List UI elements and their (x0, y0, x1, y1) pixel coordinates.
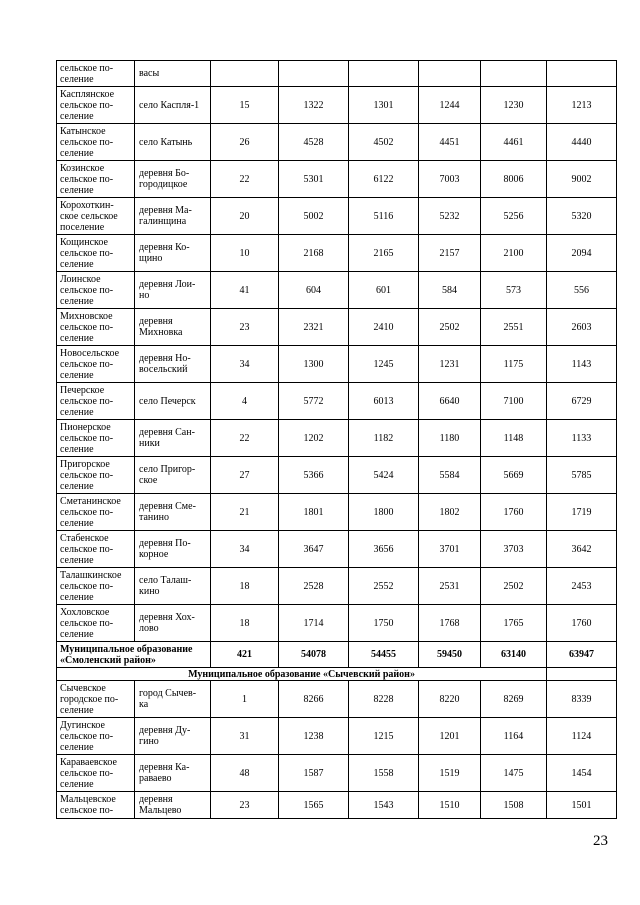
value-cell-y5: 1124 (547, 718, 617, 755)
value-cell-y4: 1765 (481, 605, 547, 642)
value-cell-y4: 1148 (481, 420, 547, 457)
value-cell-y1: 3647 (279, 531, 349, 568)
value-cell-y3: 8220 (419, 681, 481, 718)
value-cell-y4: 2551 (481, 309, 547, 346)
value-cell-y5: 1143 (547, 346, 617, 383)
value-cell-y2: 1558 (349, 755, 419, 792)
table-row (57, 755, 617, 792)
value-cell-y2: 1182 (349, 420, 419, 457)
settlement-name-cell: Пионерское сельское по- селение (57, 420, 135, 457)
value-cell-n: 21 (211, 494, 279, 531)
table-row (57, 235, 617, 272)
value-cell-y3: 1201 (419, 718, 481, 755)
admin-center-cell: деревня По- корное (135, 531, 211, 568)
value-cell-y2: 5116 (349, 198, 419, 235)
value-cell-y5: 1133 (547, 420, 617, 457)
value-cell-y1: 1238 (279, 718, 349, 755)
value-cell-n: 23 (211, 792, 279, 819)
admin-center-cell: село Печерск (135, 383, 211, 420)
value-cell-y1: 2168 (279, 235, 349, 272)
value-cell-n: 22 (211, 420, 279, 457)
value-cell-y5: 1501 (547, 792, 617, 819)
page-number: 23 (593, 833, 608, 849)
value-cell-y2: 1301 (349, 87, 419, 124)
settlement-name-cell: Козинское сельское по- селение (57, 161, 135, 198)
value-cell-y1: 1322 (279, 87, 349, 124)
value-cell-y4: 1175 (481, 346, 547, 383)
population-table (56, 60, 617, 819)
value-cell-n (211, 61, 279, 87)
table-row (57, 61, 617, 87)
value-cell-y5: 3642 (547, 531, 617, 568)
value-cell-y5: 9002 (547, 161, 617, 198)
admin-center-cell: село Каспля-1 (135, 87, 211, 124)
value-cell-n: 23 (211, 309, 279, 346)
total-value-y2: 54455 (349, 642, 419, 668)
value-cell-n: 1 (211, 681, 279, 718)
settlement-name-cell: Караваевское сельское по- селение (57, 755, 135, 792)
value-cell-y3: 1802 (419, 494, 481, 531)
value-cell-y4: 5669 (481, 457, 547, 494)
value-cell-n: 34 (211, 531, 279, 568)
value-cell-y4: 8269 (481, 681, 547, 718)
value-cell-y2: 2165 (349, 235, 419, 272)
value-cell-y2: 1800 (349, 494, 419, 531)
section-header-cell: Муниципальное образование «Сычевский район» (57, 668, 547, 681)
value-cell-y3: 1231 (419, 346, 481, 383)
settlement-name-cell: Хохловское сельское по- селение (57, 605, 135, 642)
section-header-row (57, 668, 617, 681)
total-value-y1: 54078 (279, 642, 349, 668)
value-cell-y1: 5772 (279, 383, 349, 420)
value-cell-y1: 1202 (279, 420, 349, 457)
value-cell-y3: 2502 (419, 309, 481, 346)
value-cell-y4: 4461 (481, 124, 547, 161)
table-row (57, 124, 617, 161)
value-cell-y1: 1801 (279, 494, 349, 531)
settlement-name-cell: сельское по- селение (57, 61, 135, 87)
value-cell-y3: 5584 (419, 457, 481, 494)
value-cell-y5: 1213 (547, 87, 617, 124)
settlement-name-cell: Мальцевское сельское по- (57, 792, 135, 819)
total-value-y5: 63947 (547, 642, 617, 668)
admin-center-cell: деревня Хох- лово (135, 605, 211, 642)
value-cell-n: 34 (211, 346, 279, 383)
value-cell-y3: 1510 (419, 792, 481, 819)
value-cell-n: 18 (211, 605, 279, 642)
value-cell-y2: 1245 (349, 346, 419, 383)
value-cell-y2: 2410 (349, 309, 419, 346)
value-cell-n: 20 (211, 198, 279, 235)
value-cell-y1: 5002 (279, 198, 349, 235)
value-cell-y5: 6729 (547, 383, 617, 420)
settlement-name-cell: Сычевское городское по- селение (57, 681, 135, 718)
admin-center-cell: деревня Бо- городицкое (135, 161, 211, 198)
admin-center-cell: деревня Ду- гино (135, 718, 211, 755)
value-cell-y5: 5785 (547, 457, 617, 494)
value-cell-y2 (349, 61, 419, 87)
admin-center-cell: село Катынь (135, 124, 211, 161)
admin-center-cell: деревня Но- восельский (135, 346, 211, 383)
settlement-name-cell: Катынское сельское по- селение (57, 124, 135, 161)
settlement-name-cell: Дугинское сельское по- селение (57, 718, 135, 755)
total-value-n: 421 (211, 642, 279, 668)
admin-center-cell: село Пригор- ское (135, 457, 211, 494)
table-row (57, 531, 617, 568)
value-cell-n: 15 (211, 87, 279, 124)
total-value-y4: 63140 (481, 642, 547, 668)
table-row (57, 420, 617, 457)
value-cell-y5 (547, 61, 617, 87)
table-row (57, 198, 617, 235)
value-cell-y5: 4440 (547, 124, 617, 161)
table-row (57, 718, 617, 755)
value-cell-y4: 1475 (481, 755, 547, 792)
admin-center-cell: деревня Ка- раваево (135, 755, 211, 792)
value-cell-y4: 573 (481, 272, 547, 309)
value-cell-y5: 8339 (547, 681, 617, 718)
value-cell-y5: 2094 (547, 235, 617, 272)
value-cell-y4: 8006 (481, 161, 547, 198)
table-row (57, 383, 617, 420)
value-cell-y3: 6640 (419, 383, 481, 420)
settlement-name-cell: Новосельское сельское по- селение (57, 346, 135, 383)
admin-center-cell: город Сычев- ка (135, 681, 211, 718)
admin-center-cell: деревня Сме- танино (135, 494, 211, 531)
value-cell-y5: 1454 (547, 755, 617, 792)
value-cell-y2: 601 (349, 272, 419, 309)
value-cell-y1: 1300 (279, 346, 349, 383)
value-cell-y2: 4502 (349, 124, 419, 161)
admin-center-cell: васы (135, 61, 211, 87)
table-row (57, 346, 617, 383)
value-cell-y5: 2453 (547, 568, 617, 605)
value-cell-n: 18 (211, 568, 279, 605)
value-cell-y3: 1519 (419, 755, 481, 792)
value-cell-y4: 2502 (481, 568, 547, 605)
admin-center-cell: деревня Лои- но (135, 272, 211, 309)
value-cell-y3: 3701 (419, 531, 481, 568)
value-cell-y1: 2321 (279, 309, 349, 346)
table-body (57, 61, 617, 819)
value-cell-y4: 5256 (481, 198, 547, 235)
value-cell-y4 (481, 61, 547, 87)
admin-center-cell: деревня Ма- галинщина (135, 198, 211, 235)
value-cell-y4: 1230 (481, 87, 547, 124)
value-cell-y1: 1714 (279, 605, 349, 642)
value-cell-y5: 2603 (547, 309, 617, 346)
total-value-y3: 59450 (419, 642, 481, 668)
admin-center-cell: деревня Сан- ники (135, 420, 211, 457)
value-cell-y3: 584 (419, 272, 481, 309)
value-cell-y5: 1760 (547, 605, 617, 642)
value-cell-y3: 5232 (419, 198, 481, 235)
settlement-name-cell: Кощинское сельское по- селение (57, 235, 135, 272)
value-cell-y3 (419, 61, 481, 87)
value-cell-y3: 4451 (419, 124, 481, 161)
value-cell-n: 31 (211, 718, 279, 755)
value-cell-y2: 1750 (349, 605, 419, 642)
value-cell-n: 26 (211, 124, 279, 161)
value-cell-y1: 2528 (279, 568, 349, 605)
admin-center-cell: деревня Ко- щино (135, 235, 211, 272)
table-row (57, 568, 617, 605)
section-empty-cell (547, 668, 617, 681)
value-cell-y4: 2100 (481, 235, 547, 272)
value-cell-y2: 6122 (349, 161, 419, 198)
value-cell-n: 22 (211, 161, 279, 198)
settlement-name-cell: Талашкинское сельское по- селение (57, 568, 135, 605)
settlement-name-cell: Касплянское сельское по- селение (57, 87, 135, 124)
table-row (57, 494, 617, 531)
value-cell-y3: 2157 (419, 235, 481, 272)
settlement-name-cell: Михновское сельское по- селение (57, 309, 135, 346)
value-cell-y4: 7100 (481, 383, 547, 420)
settlement-name-cell: Пригорское сельское по- селение (57, 457, 135, 494)
table-row (57, 681, 617, 718)
value-cell-y1: 4528 (279, 124, 349, 161)
settlement-name-cell: Корохоткин- ское сельское поселение (57, 198, 135, 235)
value-cell-y2: 8228 (349, 681, 419, 718)
table-row (57, 457, 617, 494)
value-cell-y3: 2531 (419, 568, 481, 605)
value-cell-y4: 1760 (481, 494, 547, 531)
table-row (57, 272, 617, 309)
value-cell-y1 (279, 61, 349, 87)
value-cell-y2: 3656 (349, 531, 419, 568)
value-cell-n: 27 (211, 457, 279, 494)
admin-center-cell: деревня Мальцево (135, 792, 211, 819)
settlement-name-cell: Сметанинское сельское по- селение (57, 494, 135, 531)
settlement-name-cell: Лоинское сельское по- селение (57, 272, 135, 309)
value-cell-n: 10 (211, 235, 279, 272)
value-cell-y2: 1543 (349, 792, 419, 819)
value-cell-y3: 1244 (419, 87, 481, 124)
value-cell-y2: 5424 (349, 457, 419, 494)
settlement-name-cell: Стабенское сельское по- селение (57, 531, 135, 568)
table-row (57, 161, 617, 198)
value-cell-y3: 7003 (419, 161, 481, 198)
table-row (57, 605, 617, 642)
value-cell-y1: 604 (279, 272, 349, 309)
value-cell-y3: 1180 (419, 420, 481, 457)
value-cell-y4: 3703 (481, 531, 547, 568)
value-cell-n: 4 (211, 383, 279, 420)
table-row (57, 309, 617, 346)
total-label-cell: Муниципальное образование «Смоленский район» (57, 642, 211, 668)
table-row (57, 792, 617, 819)
value-cell-y5: 1719 (547, 494, 617, 531)
value-cell-y2: 2552 (349, 568, 419, 605)
total-row (57, 642, 617, 668)
table-row (57, 87, 617, 124)
admin-center-cell: село Талаш- кино (135, 568, 211, 605)
value-cell-y4: 1508 (481, 792, 547, 819)
value-cell-y2: 1215 (349, 718, 419, 755)
value-cell-y1: 5366 (279, 457, 349, 494)
settlement-name-cell: Печерское сельское по- селение (57, 383, 135, 420)
value-cell-y5: 5320 (547, 198, 617, 235)
value-cell-y3: 1768 (419, 605, 481, 642)
value-cell-y1: 1565 (279, 792, 349, 819)
value-cell-y2: 6013 (349, 383, 419, 420)
value-cell-y1: 8266 (279, 681, 349, 718)
value-cell-n: 48 (211, 755, 279, 792)
value-cell-n: 41 (211, 272, 279, 309)
value-cell-y1: 1587 (279, 755, 349, 792)
value-cell-y4: 1164 (481, 718, 547, 755)
value-cell-y1: 5301 (279, 161, 349, 198)
value-cell-y5: 556 (547, 272, 617, 309)
admin-center-cell: деревня Михновка (135, 309, 211, 346)
